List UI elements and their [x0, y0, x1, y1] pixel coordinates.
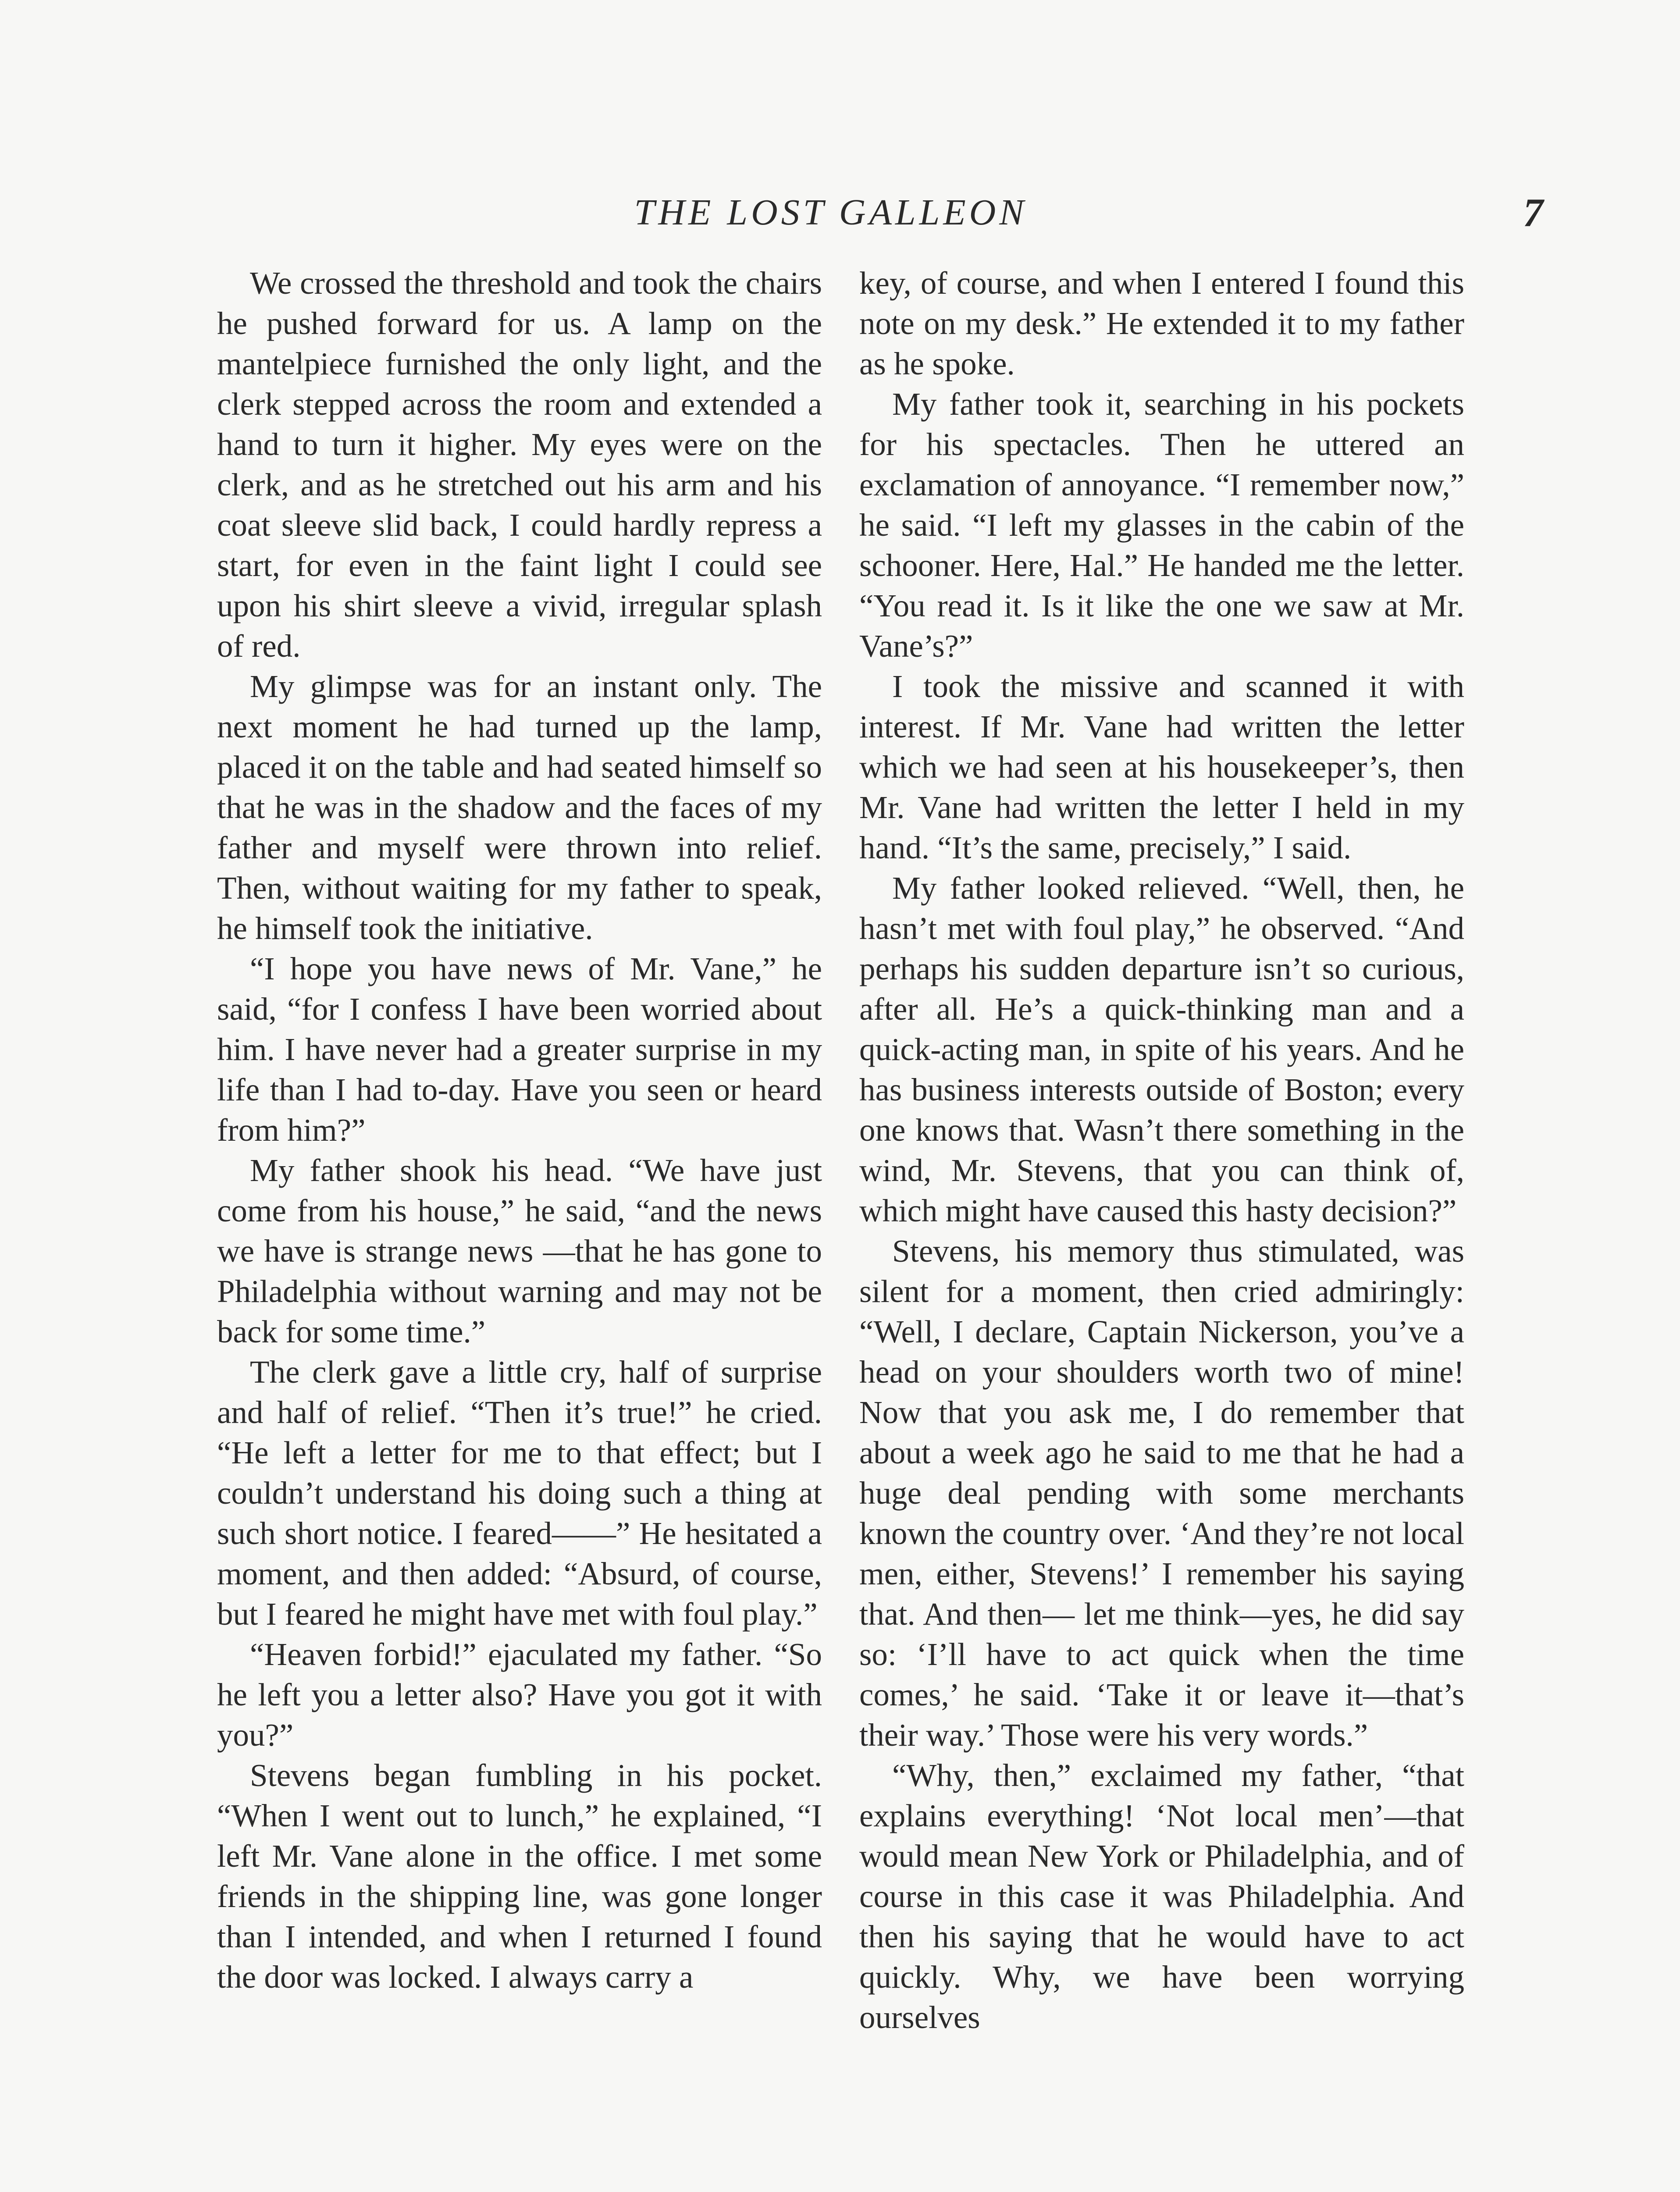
- paragraph-continued: key, of course, and when I entered I found this note on my desk.” He extended it to my father as he spoke.: [859, 265, 1464, 381]
- paragraph: We crossed the threshold and took the chairs he pushed forward for us. A lamp on the mantelpiece furnished the only light, and the clerk stepped across the room and extended a hand to turn it higher. My eyes were on the clerk, and as he stretched out his arm and his coat sleeve slid back, I could hardly repress a start, for even in the faint light I could see upon his shirt sleeve a vivid, irregular splash of red.: [217, 265, 822, 664]
- paragraph: My father shook his head. “We have just come from his house,” he said, “and the news we have is strange news —that he has gone to Philadelphia without warning and may not be back for some time.”: [217, 1153, 822, 1349]
- paragraph: “Heaven forbid!” ejaculated my father. “So he left you a letter also? Have you got it with you?”: [217, 1637, 822, 1753]
- paragraph: My father looked relieved. “Well, then, he hasn’t met with foul play,” he observed. “And perhaps his sudden departure isn’t so curious, after all. He’s a quick-thinking man and a quick-acting man, in spite of his years. And he has business interests outside of Boston; every one knows that. Wasn’t there something in the wind, Mr. Stevens, that you can think of, which might have caused this hasty decision?”: [859, 870, 1464, 1228]
- running-title: THE LOST GALLEON: [634, 192, 1028, 233]
- paragraph: I took the missive and scanned it with interest. If Mr. Vane had written the letter which we had seen at his housekeeper’s, then Mr. Vane had written the letter I held in my hand. “It’s the same, precisely,” I said.: [859, 669, 1464, 865]
- paragraph: “I hope you have news of Mr. Vane,” he said, “for I confess I have been worried about him. I have never had a greater surprise in my life than I had to-day. Have you seen or heard from him?”: [217, 951, 822, 1148]
- page-header: [0, 182, 1680, 243]
- paragraph: My father took it, searching in his pockets for his spectacles. Then he uttered an exclamation of annoyance. “I remember now,” he said. “I left my glasses in the cabin of the schooner. Here, Hal.” He handed me the letter. “You read it. Is it like the one we saw at Mr. Vane’s?”: [859, 386, 1464, 664]
- left-column: [217, 263, 822, 2192]
- paragraph: The clerk gave a little cry, half of surprise and half of relief. “Then it’s true!” he cried. “He left a letter for me to that effect; but I couldn’t understand his doing such a thing at such short notice. I feared——” He hesitated a moment, and then added: “Absurd, of course, but I feared he might have met with foul play.”: [217, 1354, 822, 1632]
- paragraph: Stevens, his memory thus stimulated, was silent for a moment, then cried admiringly: “Well, I declare, Captain Nickerson, you’ve a head on your shoulders worth two of mine! Now that you ask me, I do remember that about a week ago he said to me that he had a huge deal pending with some merchants known the country over. ‘And they’re not local men, either, Stevens!’ I remember his saying that. And then— let me think—yes, he did say so: ‘I’ll have to act quick when the time comes,’ he said. ‘Take it or leave it—that’s their way.’ Those were his very words.”: [859, 1233, 1464, 1753]
- paragraph: My glimpse was for an instant only. The next moment he had turned up the lamp, placed it on the table and had seated himself so that he was in the shadow and the faces of my father and myself were thrown into relief. Then, without waiting for my father to speak, he himself took the initiative.: [217, 669, 822, 946]
- right-column: [859, 263, 1464, 2192]
- paragraph: “Why, then,” exclaimed my father, “that explains everything! ‘Not local men’—that would mean New York or Philadelphia, and of course in this case it was Philadelphia. And then his saying that he would have to act quickly. Why, we have been worrying ourselves: [859, 1758, 1464, 2035]
- paragraph: Stevens began fumbling in his pocket. “When I went out to lunch,” he explained, “I left Mr. Vane alone in the office. I met some friends in the shipping line, was gone longer than I intended, and when I returned I found the door was locked. I always carry a: [217, 1758, 822, 1995]
- page-number: 7: [1523, 190, 1543, 235]
